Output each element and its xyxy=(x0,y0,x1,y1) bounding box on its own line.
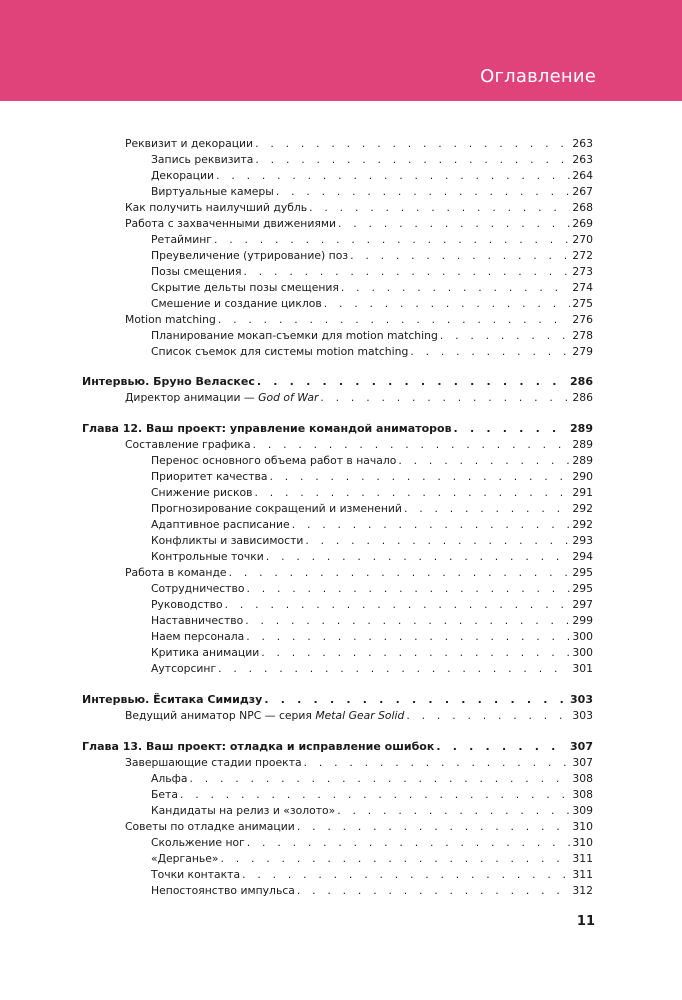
toc-entry xyxy=(82,692,593,707)
toc-entry xyxy=(125,136,593,151)
toc-entry-page: 300 xyxy=(572,646,593,659)
dot-leader xyxy=(247,835,571,850)
toc-entry-page: 286 xyxy=(570,375,593,388)
toc-entry-page: 307 xyxy=(572,756,593,769)
toc-entry-title: Как получить наилучший дубль xyxy=(125,201,308,214)
toc-entry-page: 274 xyxy=(572,281,593,294)
toc-entry-page: 299 xyxy=(572,614,593,627)
toc-entry-title: Наставничество xyxy=(151,614,244,627)
dot-leader xyxy=(410,344,570,359)
toc-entry-title: Снижение рисков xyxy=(151,486,253,499)
dot-leader xyxy=(253,437,571,452)
toc-entry xyxy=(151,771,593,786)
toc-entry-page: 289 xyxy=(570,422,593,435)
toc-entry-title: Советы по отладке анимации xyxy=(125,820,295,833)
toc-entry xyxy=(151,629,593,644)
toc-entry-page: 263 xyxy=(572,137,593,150)
toc-entry-title: Наем персонала xyxy=(151,630,245,643)
toc-entry-title: Директор анимации — God of War xyxy=(125,391,319,404)
dot-leader xyxy=(320,390,570,405)
toc-entry xyxy=(151,280,593,295)
toc-entry-page: 286 xyxy=(572,391,593,404)
toc-entry xyxy=(82,374,593,389)
toc-entry xyxy=(125,216,593,231)
toc-entry-page: 264 xyxy=(572,169,593,182)
toc-entry-title: Аутсорсинг xyxy=(151,662,217,675)
toc-entry xyxy=(151,344,593,359)
dot-leader xyxy=(297,819,571,834)
toc-entry-title: Виртуальные камеры xyxy=(151,185,274,198)
dot-leader xyxy=(190,771,571,786)
toc-entry-page: 308 xyxy=(572,788,593,801)
toc-entry xyxy=(82,739,593,754)
toc-entry xyxy=(125,437,593,452)
toc-entry xyxy=(151,787,593,802)
toc-entry-title: Позы смещения xyxy=(151,265,242,278)
dot-leader xyxy=(229,565,571,580)
toc-entry-title: Кандидаты на релиз и «золото» xyxy=(151,804,336,817)
toc-entry-page: 272 xyxy=(572,249,593,262)
toc-entry-title: Адаптивное расписание xyxy=(151,518,290,531)
toc-entry-title: Motion matching xyxy=(125,313,216,326)
toc-entry-page: 308 xyxy=(572,772,593,785)
dot-leader xyxy=(304,755,571,770)
dot-leader xyxy=(341,280,570,295)
toc-entry-page: 279 xyxy=(572,345,593,358)
toc-entry-page: 300 xyxy=(572,630,593,643)
toc-entry-page: 310 xyxy=(572,836,593,849)
toc-entry xyxy=(151,549,593,564)
toc-entry-title: Планирование мокап-съемки для motion matching xyxy=(151,329,438,342)
toc-entry-page: 295 xyxy=(572,582,593,595)
dot-leader xyxy=(398,453,570,468)
dot-leader xyxy=(436,739,568,754)
dot-leader xyxy=(245,613,570,628)
toc-entry xyxy=(151,883,593,898)
toc-entry-page: 290 xyxy=(572,470,593,483)
dot-leader xyxy=(266,549,571,564)
toc-entry-page: 275 xyxy=(572,297,593,310)
toc-entry xyxy=(125,312,593,327)
toc-entry-title: Приоритет качества xyxy=(151,470,268,483)
toc-entry-title: Работа с захваченными движениями xyxy=(125,217,337,230)
dot-leader xyxy=(257,374,568,389)
toc-entry xyxy=(151,597,593,612)
toc-entry-page: 263 xyxy=(572,153,593,166)
toc-entry xyxy=(125,708,593,723)
toc-entry-title: Запись реквизита xyxy=(151,153,254,166)
toc-entry-page: 295 xyxy=(572,566,593,579)
dot-leader xyxy=(297,883,571,898)
toc-entry-page: 267 xyxy=(572,185,593,198)
toc-entry-title: Глава 13. Ваш проект: отладка и исправление ошибок xyxy=(82,740,435,753)
toc-entry-page: 270 xyxy=(572,233,593,246)
toc-entry xyxy=(151,264,593,279)
toc-entry-page: 289 xyxy=(572,438,593,451)
toc-entry-title: Список съемок для системы motion matching xyxy=(151,345,409,358)
toc-entry-page: 303 xyxy=(572,709,593,722)
toc-entry-title: Критика анимации xyxy=(151,646,260,659)
toc-entry-title: Контрольные точки xyxy=(151,550,264,563)
dot-leader xyxy=(337,803,570,818)
toc-entry-title: Реквизит и декорации xyxy=(125,137,254,150)
dot-leader xyxy=(225,597,571,612)
dot-leader xyxy=(261,645,570,660)
toc-entry xyxy=(151,851,593,866)
dot-leader xyxy=(221,851,571,866)
toc-entry-page: 289 xyxy=(572,454,593,467)
toc-entry xyxy=(151,661,593,676)
toc-entry-page: 292 xyxy=(572,502,593,515)
dot-leader xyxy=(255,136,570,151)
toc-entry-title: Составление графика xyxy=(125,438,251,451)
toc-entry-page: 311 xyxy=(572,868,593,881)
dot-leader xyxy=(218,312,571,327)
toc-entry-title: Прогнозирование сокращений и изменений xyxy=(151,502,402,515)
toc-entry-page: 269 xyxy=(572,217,593,230)
dot-leader xyxy=(404,501,570,516)
toc-entry-title: «Дерганье» xyxy=(151,852,219,865)
toc-entry xyxy=(125,755,593,770)
dot-leader xyxy=(338,216,570,231)
toc-entry-page: 273 xyxy=(572,265,593,278)
dot-leader xyxy=(214,232,570,247)
toc-entry-page: 303 xyxy=(570,693,593,706)
page-title: Оглавление xyxy=(480,66,596,87)
dot-leader xyxy=(292,517,571,532)
toc-entry-title: Скольжение ног xyxy=(151,836,245,849)
toc-entry xyxy=(151,453,593,468)
toc-entry-page: 292 xyxy=(572,518,593,531)
dot-leader xyxy=(350,248,570,263)
toc-entry xyxy=(151,184,593,199)
dot-leader xyxy=(242,867,570,882)
toc-entry-page: 309 xyxy=(572,804,593,817)
toc-entry-title: Бета xyxy=(151,788,178,801)
toc-entry xyxy=(151,533,593,548)
toc-entry xyxy=(151,485,593,500)
toc-entry xyxy=(151,835,593,850)
toc-entry xyxy=(151,501,593,516)
toc-entry xyxy=(151,613,593,628)
dot-leader xyxy=(276,184,571,199)
toc-entry xyxy=(151,232,593,247)
toc-entry-page: 310 xyxy=(572,820,593,833)
dot-leader xyxy=(454,421,569,436)
toc-entry xyxy=(151,645,593,660)
toc-entry-page: 268 xyxy=(572,201,593,214)
toc-entry xyxy=(151,867,593,882)
toc-entry-title: Ведущий аниматор NPC — серия Metal Gear Solid xyxy=(125,709,405,722)
toc-entry-page: 294 xyxy=(572,550,593,563)
dot-leader xyxy=(254,485,570,500)
toc-entry-page: 291 xyxy=(572,486,593,499)
toc-entry-title: Декорации xyxy=(151,169,215,182)
toc-entry-title: Ретайминг xyxy=(151,233,212,246)
toc-entry-title: Точки контакта xyxy=(151,868,241,881)
toc-entry-title: Сотрудничество xyxy=(151,582,245,595)
toc-entry xyxy=(151,581,593,596)
toc-entry-title: Альфа xyxy=(151,772,188,785)
dot-leader xyxy=(324,296,571,311)
toc-entry xyxy=(151,517,593,532)
toc-entry xyxy=(151,152,593,167)
dot-leader xyxy=(244,264,571,279)
toc-entry-title: Интервью. Бруно Веласкес xyxy=(82,375,255,388)
toc-entry xyxy=(151,328,593,343)
dot-leader xyxy=(305,533,570,548)
page-number: 11 xyxy=(576,914,595,929)
toc-entry xyxy=(151,469,593,484)
toc-entry xyxy=(151,296,593,311)
toc-entry-title: Непостоянство импульса xyxy=(151,884,295,897)
dot-leader xyxy=(440,328,571,343)
toc-entry-title: Конфликты и зависимости xyxy=(151,534,304,547)
toc-entry-page: 297 xyxy=(572,598,593,611)
dot-leader xyxy=(246,629,570,644)
toc-entry xyxy=(125,390,593,405)
toc-entry xyxy=(151,803,593,818)
dot-leader xyxy=(309,200,570,215)
toc-entry-title: Работа в команде xyxy=(125,566,227,579)
dot-leader xyxy=(216,168,570,183)
toc-entry xyxy=(151,168,593,183)
toc-entry xyxy=(125,565,593,580)
toc-entry-title: Глава 12. Ваш проект: управление командой аниматоров xyxy=(82,422,452,435)
toc-entry-page: 301 xyxy=(572,662,593,675)
dot-leader xyxy=(255,152,570,167)
toc-entry-title: Интервью. Ёситака Симидзу xyxy=(82,693,263,706)
toc-entry-page: 278 xyxy=(572,329,593,342)
dot-leader xyxy=(218,661,570,676)
toc-entry-title: Перенос основного объема работ в начало xyxy=(151,454,397,467)
toc-entry-page: 312 xyxy=(572,884,593,897)
toc-entry xyxy=(125,819,593,834)
toc-entry-page: 293 xyxy=(572,534,593,547)
toc-entry-title: Смешение и создание циклов xyxy=(151,297,322,310)
dot-leader xyxy=(264,692,568,707)
toc-entry-page: 311 xyxy=(572,852,593,865)
toc-entry-title: Скрытие дельты позы смещения xyxy=(151,281,339,294)
toc-entry-page: 276 xyxy=(572,313,593,326)
dot-leader xyxy=(180,787,570,802)
toc-entry-title: Руководство xyxy=(151,598,223,611)
toc-entry-page: 307 xyxy=(570,740,593,753)
toc-entry xyxy=(82,421,593,436)
toc-entry-title: Завершающие стадии проекта xyxy=(125,756,302,769)
toc-entry xyxy=(151,248,593,263)
toc-entry xyxy=(125,200,593,215)
dot-leader xyxy=(246,581,570,596)
dot-leader xyxy=(269,469,570,484)
dot-leader xyxy=(406,708,570,723)
toc-entry-title: Преувеличение (утрирование) поз xyxy=(151,249,349,262)
